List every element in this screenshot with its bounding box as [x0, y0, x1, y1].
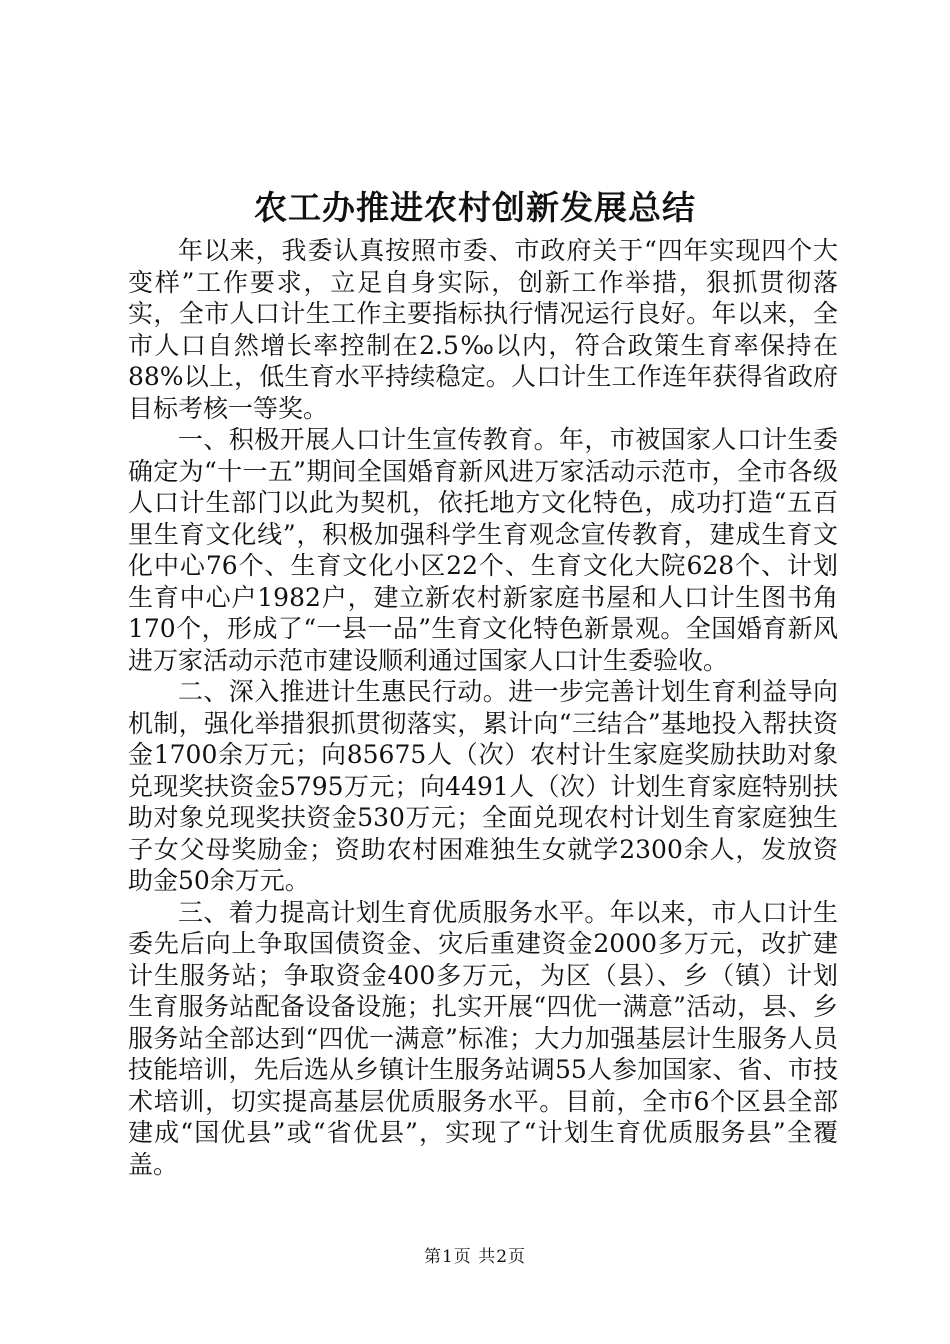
page-number-footer: 第1页 共2页 [423, 1247, 527, 1267]
paragraph-intro: 年以来，我委认真按照市委、市政府关于“四年实现四个大变样”工作要求，立足自身实际，创新工作举措，狠抓贯彻落实，全市人口计生工作主要指标执行情况运行良好。年以来，全市人口自然增长率控制在2.5‰以内，符合政策生育率保持在88%以上，低生育水平持续稳定。人口计生工作连年获得省政府目标考核一等奖。 [128, 236, 838, 423]
document-title: 农工办推进农村创新发展总结 [254, 188, 696, 227]
paragraph-section-1: 一、积极开展人口计生宣传教育。年，市被国家人口计生委确定为“十一五”期间全国婚育新风进万家活动示范市，全市各级人口计生部门以此为契机，依托地方文化特色，成功打造“五百里生育文化线”，积极加强科学生育观念宣传教育，建成生育文化中心76个、生育文化小区22个、生育文化大院628个、计划生育中心户1982户，建立新农村新家庭书屋和人口计生图书角170个，形成了“一县一品”生育文化特色新景观。全国婚育新风进万家活动示范市建设顺利通过国家人口计生委验收。 [128, 425, 838, 675]
paragraph-section-2: 二、深入推进计生惠民行动。进一步完善计划生育利益导向机制，强化举措狠抓贯彻落实，累计向“三结合”基地投入帮扶资金1700余万元；向85675人（次）农村计生家庭奖励扶助对象兑现奖扶资金5795万元；向4491人（次）计划生育家庭特别扶助对象兑现奖扶资金530万元；全面兑现农村计划生育家庭独生子女父母奖励金；资助农村困难独生女就学2300余人，发放资助金50余万元。 [128, 677, 838, 895]
document-body [128, 235, 838, 1180]
paragraph-section-3: 三、着力提高计划生育优质服务水平。年以来，市人口计生委先后向上争取国债资金、灾后重建资金2000多万元，改扩建计生服务站；争取资金400多万元，为区（县）、乡（镇）计划生育服务站配备设备设施；扎实开展“四优一满意”活动，县、乡服务站全部达到“四优一满意”标准；大力加强基层计生服务人员技能培训，先后选从乡镇计生服务站调55人参加国家、省、市技术培训，切实提高基层优质服务水平。目前，全市6个区县全部建成“国优县”或“省优县”，实现了“计划生育优质服务县”全覆盖。 [128, 897, 838, 1179]
